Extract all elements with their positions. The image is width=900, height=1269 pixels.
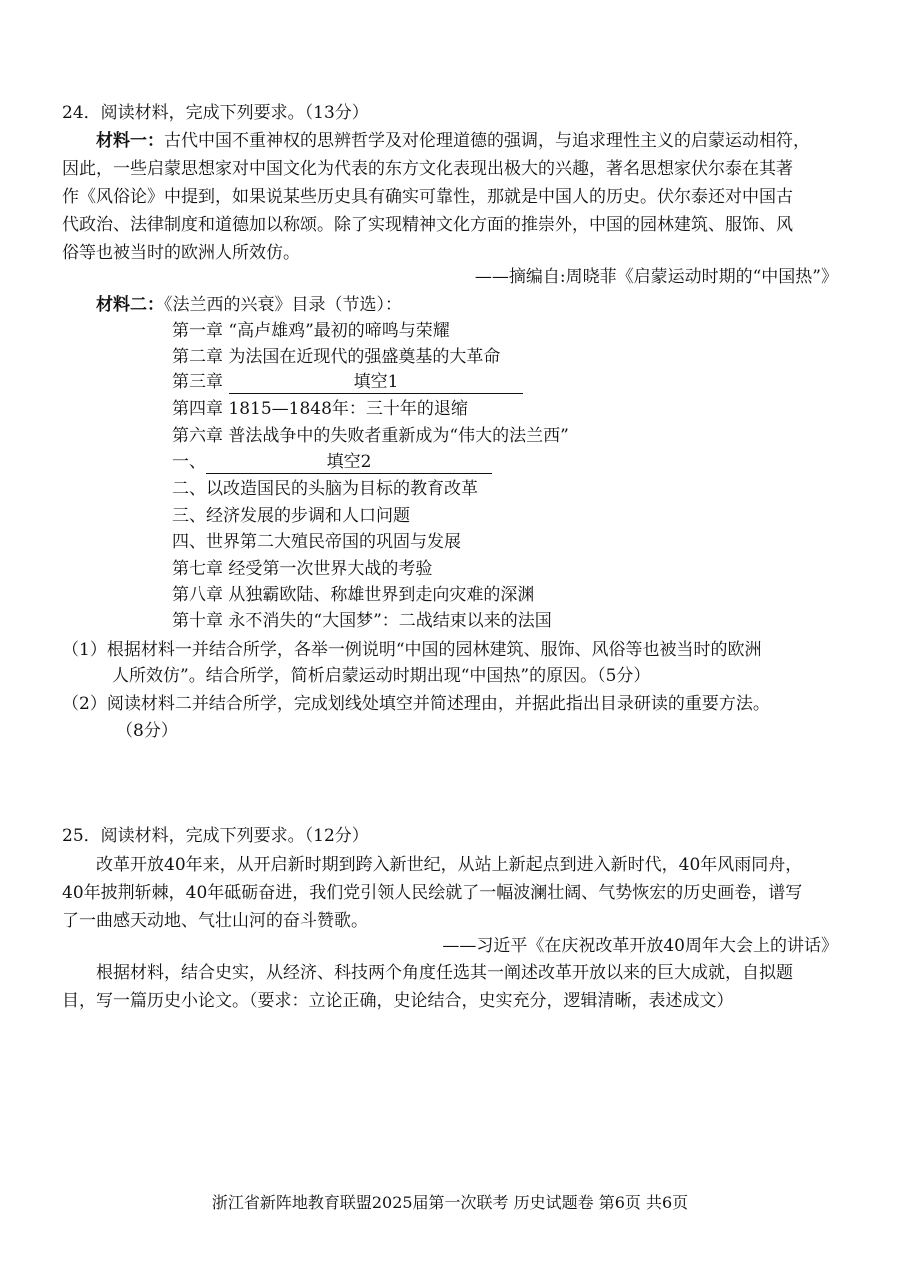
q24-material1-line5: 俗等也被当时的欧洲人所效仿。: [62, 243, 300, 263]
q24-sub-question-1-line1: （1）根据材料一并结合所学，各举一例说明“中国的园林建筑、服饰、风俗等也被当时的欧洲: [62, 640, 762, 660]
toc-chapter-3-prefix: 第三章: [172, 372, 223, 392]
toc-section-1-prefix: 一、: [172, 452, 206, 472]
q24-material2-heading: [96, 295, 402, 315]
q25-prompt-line1: 根据材料，结合史实，从经济、科技两个角度任选其一阐述改革开放以来的巨大成就，自拟题: [96, 963, 793, 983]
toc-chapter-2: 第二章 为法国在近现代的强盛奠基的大革命: [172, 347, 501, 367]
material1-label: 材料一：: [96, 131, 164, 151]
toc-section-1: [172, 452, 492, 474]
toc-chapter-3: [172, 372, 523, 394]
q25-prompt-line2: 目，写一篇历史小论文。（要求：立论正确，史论结合，史实充分，逻辑清晰，表述成文）: [62, 991, 734, 1011]
toc-chapter-8: 第八章 从独霸欧陆、称雄世界到走向灾难的深渊: [172, 585, 535, 605]
page-footer: 浙江省新阵地教育联盟2025届第一次联考 历史试题卷 第6页 共6页: [211, 1193, 689, 1212]
q25-material-line3: 了一曲感天动地、气壮山河的奋斗赞歌。: [62, 911, 368, 931]
material1-text: 古代中国不重神权的思辨哲学及对伦理道德的强调，与追求理性主义的启蒙运动相符，: [164, 131, 810, 151]
toc-section-2: 二、以改造国民的头脑为目标的教育改革: [172, 479, 478, 499]
toc-chapter-6: 第六章 普法战争中的失败者重新成为“伟大的法兰西”: [172, 426, 569, 446]
toc-chapter-4: 第四章 1815—1848年：三十年的退缩: [172, 399, 468, 419]
material2-label: 材料二：: [96, 295, 164, 315]
q25-heading: 25．阅读材料，完成下列要求。（12分）: [62, 826, 369, 846]
fill-blank-1: 填空1: [229, 373, 523, 394]
q24-sub-question-1-line2: 人所效仿”。结合所学，简析启蒙运动时期出现“中国热”的原因。（5分）: [112, 666, 651, 686]
material2-title: 《法兰西的兴衰》目录（节选）：: [164, 295, 402, 315]
toc-chapter-10: 第十章 永不消失的“大国梦”：二战结束以来的法国: [172, 611, 552, 631]
q25-source: ——习近平《在庆祝改革开放40周年大会上的讲话》: [442, 936, 838, 956]
q25-material-line1: 改革开放40年来，从开启新时期到跨入新世纪，从站上新起点到进入新时代，40年风雨同舟，: [96, 855, 803, 875]
toc-section-3: 三、经济发展的步调和人口问题: [172, 506, 410, 526]
toc-section-4: 四、世界第二大殖民帝国的巩固与发展: [172, 532, 461, 552]
q24-sub-question-2-line1: （2）阅读材料二并结合所学，完成划线处填空并简述理由，并据此指出目录研读的重要方法。: [62, 694, 770, 714]
toc-chapter-7: 第七章 经受第一次世界大战的考验: [172, 559, 433, 579]
q24-material1-source: ——摘编自:周晓菲《启蒙运动时期的“中国热”》: [474, 267, 838, 287]
q24-material1-line3: 作《风俗论》中提到，如果说某些历史具有确实可靠性，那就是中国人的历史。伏尔泰还对中国古: [62, 187, 793, 207]
q24-sub-question-2-line2: （8分）: [116, 721, 178, 741]
fill-blank-2: 填空2: [206, 453, 492, 474]
q24-material1-line2: 因此，一些启蒙思想家对中国文化为代表的东方文化表现出极大的兴趣，著名思想家伏尔泰在其著: [62, 159, 793, 179]
toc-chapter-1: 第一章 “高卢雄鸡”最初的啼鸣与荣耀: [172, 321, 450, 341]
q24-material1-line1: [96, 131, 810, 151]
q24-heading: 24．阅读材料，完成下列要求。（13分）: [62, 103, 369, 123]
q25-material-line2: 40年披荆斩棘，40年砥砺奋进，我们党引领人民绘就了一幅波澜壮阔、气势恢宏的历史画卷，谱写: [62, 883, 803, 903]
q24-material1-line4: 代政治、法律制度和道德加以称颂。除了实现精神文化方面的推崇外，中国的园林建筑、服饰、风: [62, 215, 793, 235]
